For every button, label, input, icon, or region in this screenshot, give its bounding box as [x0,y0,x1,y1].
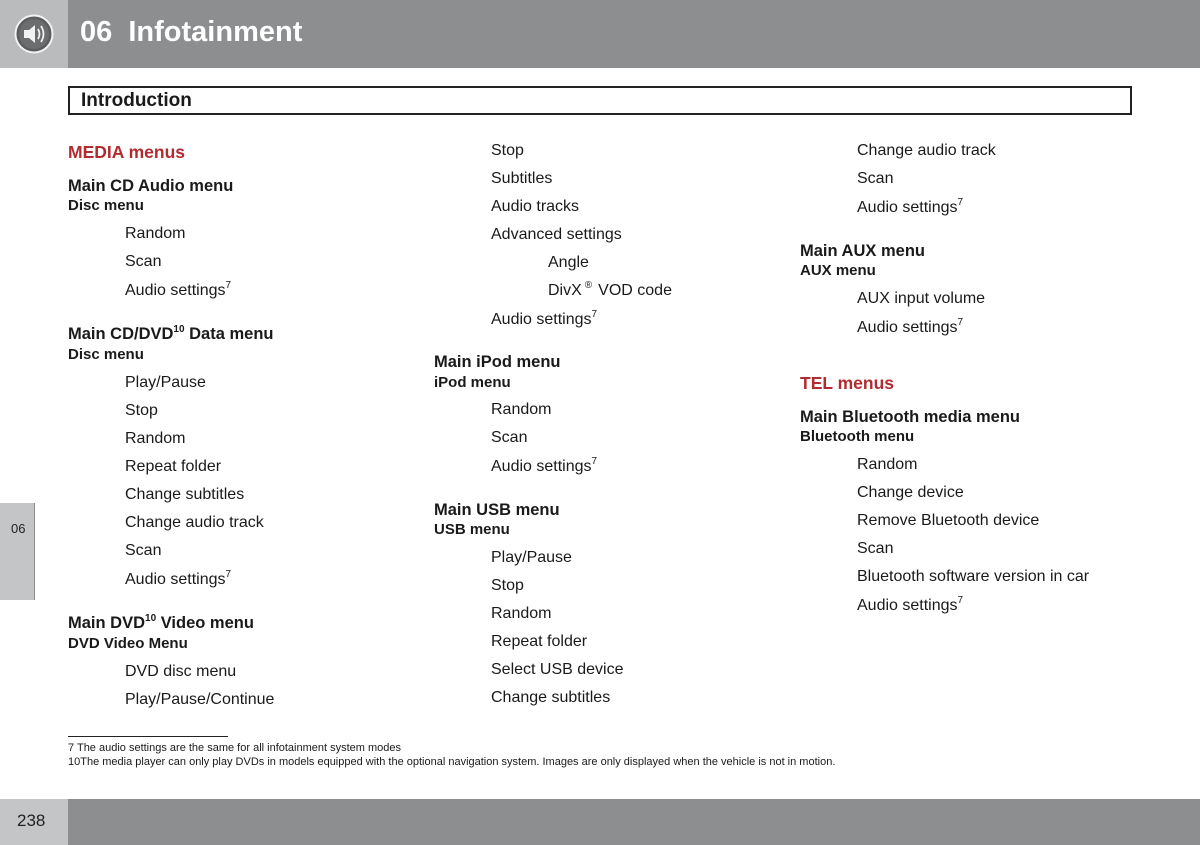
page-footer [0,799,1200,845]
bluetooth-main-heading: Main Bluetooth media menu [800,408,1021,426]
bluetooth-item: Change device [857,484,964,501]
chapter-icon-box [0,0,68,68]
advanced-settings-item: DivX ® VOD code [548,279,672,299]
cd-audio-item: Random [125,225,186,242]
footnote: 10The media player can only play DVDs in models equipped with the optional navigation system. Images are only displayed when the vehicle is not in motion. [68,756,836,768]
cddvd-item: Audio settings$^7$ [125,568,232,588]
cddvd-item: Change subtitles [125,486,245,503]
tel-menus-heading: TEL menus [800,373,895,393]
ipod-item: Audio settings$^7$ [491,455,598,475]
advanced-settings-item: Angle [548,254,589,271]
usb-item: Audio settings$^7$ [857,196,964,216]
page-number-box [0,799,68,845]
cddvd-main-heading: Main CD/DVD$^{10}$ Data menu [68,323,274,343]
cddvd-item: Random [125,430,186,447]
bluetooth-item: Scan [857,540,894,557]
ipod-main-heading: Main iPod menu [434,353,561,371]
footnote-ref: 7 [225,279,232,291]
cd-audio-sub-heading: Disc menu [68,197,144,214]
page-number: 238 [17,811,46,830]
footnote-ref: 7 [957,316,964,328]
footnote-divider [68,736,228,737]
usb-sub-heading: USB menu [434,521,510,538]
registered-mark: ® [584,279,593,291]
aux-item: AUX input volume [857,290,986,307]
footnote-ref: 7 [957,594,964,606]
ipod-item: Scan [491,429,528,446]
footnote-ref: 10 [173,323,185,335]
usb-item: Scan [857,170,894,187]
usb-item: Change subtitles [491,689,611,706]
usb-item: Stop [491,577,524,594]
cd-audio-main-heading: Main CD Audio menu [68,177,234,195]
aux-main-heading: Main AUX menu [800,242,925,260]
usb-item: Repeat folder [491,633,588,650]
footnote-ref: 7 [957,196,964,208]
cddvd-item: Repeat folder [125,458,222,475]
dvd-video-sub-heading: DVD Video Menu [68,635,188,652]
cddvd-item: Play/Pause [125,374,206,391]
dvd-video-item: Subtitles [491,170,553,187]
dvd-video-item: Audio settings$^7$ [491,308,598,328]
ipod-sub-heading: iPod menu [434,374,511,391]
usb-item: Select USB device [491,661,624,678]
chapter-side-tab-label: 06 [11,521,26,536]
footnote-ref: 7 [591,308,598,320]
bluetooth-item: Random [857,456,918,473]
usb-item: Change audio track [857,142,996,159]
cddvd-sub-heading: Disc menu [68,346,144,363]
bluetooth-item: Remove Bluetooth device [857,512,1040,529]
dvd-video-item: Play/Pause/Continue [125,691,275,708]
aux-sub-heading: AUX menu [800,262,876,279]
footnote-ref: 7 [591,455,598,467]
footnote-ref: 10 [145,612,157,624]
chapter-header [0,0,1200,68]
chapter-side-tab [0,503,35,600]
footnote: 7 The audio settings are the same for all infotainment system modes [68,742,402,754]
cd-audio-item: Scan [125,253,162,270]
speaker-icon [14,14,54,54]
cddvd-item: Scan [125,542,162,559]
footnote-ref: 7 [225,568,232,580]
cddvd-item: Change audio track [125,514,264,531]
cd-audio-item: Audio settings$^7$ [125,279,232,299]
media-menus-heading: MEDIA menus [68,142,186,162]
dvd-video-item: DVD disc menu [125,663,237,680]
aux-item: Audio settings$^7$ [857,316,964,336]
bluetooth-item: Audio settings$^7$ [857,594,964,614]
bluetooth-sub-heading: Bluetooth menu [800,428,915,445]
usb-item: Play/Pause [491,549,572,566]
usb-main-heading: Main USB menu [434,501,560,519]
dvd-video-main-heading: Main DVD$^{10}$ Video menu [68,612,254,632]
section-title: Introduction [81,90,192,111]
bluetooth-item: Bluetooth software version in car [857,568,1090,585]
cddvd-item: Stop [125,402,158,419]
dvd-video-item: Stop [491,142,524,159]
dvd-video-item: Audio tracks [491,198,580,215]
ipod-item: Random [491,401,552,418]
dvd-video-item: Advanced settings [491,226,622,243]
usb-item: Random [491,605,552,622]
section-heading-box [68,86,1132,115]
chapter-title: 06 Infotainment [80,16,303,48]
